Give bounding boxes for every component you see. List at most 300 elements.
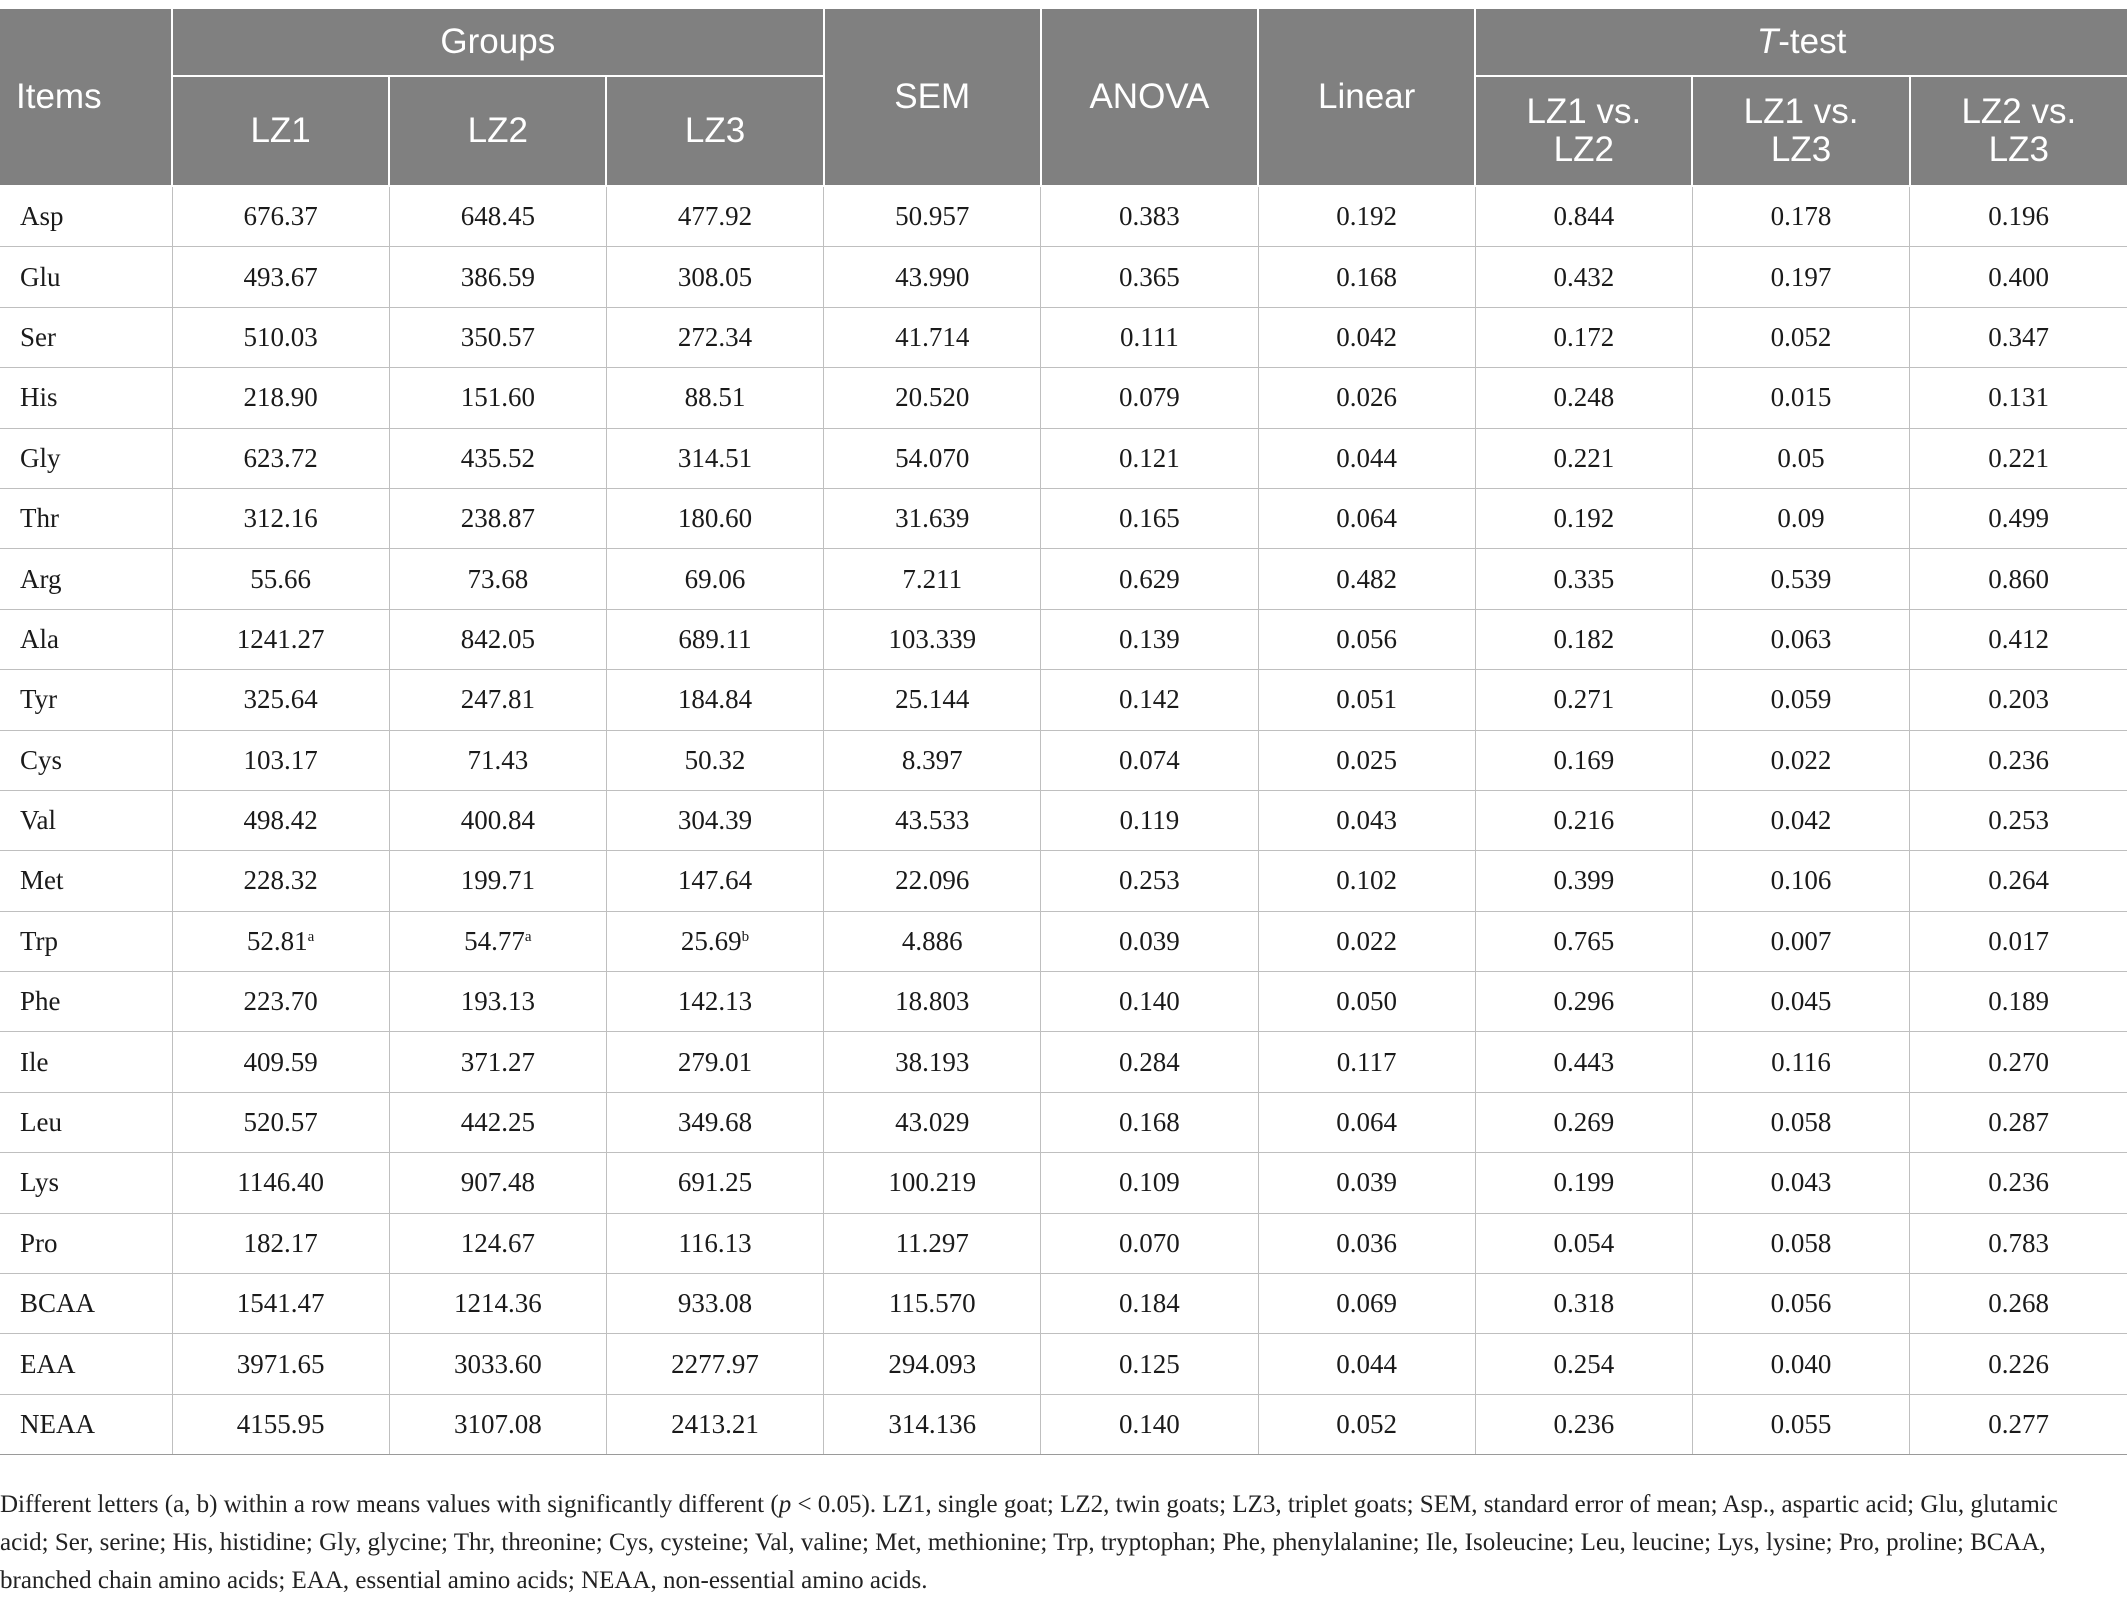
cell-item: Lys — [0, 1153, 172, 1213]
cell-value: 11.297 — [895, 1227, 969, 1258]
cell-value: 0.058 — [1770, 1227, 1832, 1258]
significance-letter: b — [741, 928, 750, 945]
cell-linear — [1258, 186, 1475, 247]
cell-item: Thr — [0, 488, 172, 548]
cell-t23 — [1910, 1092, 2127, 1152]
cell-value: 41.714 — [895, 321, 970, 352]
cell-lz3 — [606, 549, 823, 609]
cell-value: 442.25 — [460, 1107, 535, 1138]
cell-t13 — [1692, 1092, 1909, 1152]
cell-value: 0.264 — [1988, 865, 2049, 896]
cell-value: 1214.36 — [453, 1288, 542, 1319]
cell-t12 — [1475, 609, 1692, 669]
cell-value: 272.34 — [677, 321, 753, 352]
cell-sem — [824, 670, 1041, 730]
cell-value: 0.192 — [1336, 201, 1397, 232]
cell-value: 0.178 — [1770, 201, 1832, 232]
cell-value: 0.140 — [1119, 986, 1180, 1017]
cell-value: 0.007 — [1770, 925, 1832, 956]
cell-t23 — [1910, 730, 2127, 790]
cell-value: 116.13 — [678, 1227, 752, 1258]
cell-value: 842.05 — [460, 623, 535, 654]
cell-value: 0.116 — [1771, 1046, 1831, 1077]
cell-value: 0.182 — [1553, 623, 1615, 654]
header-cmp3-line2: LZ3 — [1988, 130, 2049, 169]
cell-linear — [1258, 428, 1475, 488]
cell-sem — [824, 730, 1041, 790]
cell-linear — [1258, 790, 1475, 850]
table-row — [0, 670, 2127, 730]
cell-item: Trp — [0, 911, 172, 971]
cell-linear — [1258, 972, 1475, 1032]
cell-anova — [1041, 1274, 1258, 1334]
cell-value: 38.193 — [895, 1046, 970, 1077]
cell-value: 0.192 — [1553, 503, 1615, 534]
cell-value: 0.052 — [1770, 321, 1832, 352]
cell-sem — [824, 851, 1041, 911]
cell-value: 0.055 — [1770, 1409, 1832, 1439]
cell-item: Ala — [0, 609, 172, 669]
cell-sem — [824, 609, 1041, 669]
cell-t13 — [1692, 911, 1909, 971]
cell-value: 933.08 — [677, 1288, 753, 1319]
cell-value: 0.039 — [1336, 1167, 1397, 1198]
cell-t12 — [1475, 1032, 1692, 1092]
cell-linear — [1258, 247, 1475, 307]
cell-lz1 — [172, 1032, 389, 1092]
cell-sem — [824, 1153, 1041, 1213]
cell-t12 — [1475, 1334, 1692, 1394]
cell-value: 0.189 — [1988, 986, 2049, 1017]
cell-t13 — [1692, 1032, 1909, 1092]
cell-anova — [1041, 186, 1258, 247]
cell-lz3 — [606, 247, 823, 307]
table-row — [0, 851, 2127, 911]
cell-value: 350.57 — [460, 321, 535, 352]
cell-sem — [824, 549, 1041, 609]
cell-value: 0.765 — [1553, 925, 1615, 956]
cell-value: 0.039 — [1119, 925, 1180, 956]
cell-value: 0.117 — [1336, 1046, 1397, 1077]
cell-value: 409.59 — [243, 1046, 318, 1077]
cell-t13 — [1692, 730, 1909, 790]
cell-linear — [1258, 307, 1475, 367]
cell-value: 0.347 — [1988, 321, 2049, 352]
cell-t12 — [1475, 851, 1692, 911]
cell-value: 0.287 — [1988, 1107, 2049, 1138]
cell-sem — [824, 911, 1041, 971]
cell-t23 — [1910, 1334, 2127, 1394]
cell-value: 510.03 — [243, 321, 318, 352]
cell-value: 199.71 — [460, 865, 535, 896]
cell-value: 0.064 — [1336, 503, 1397, 534]
cell-sem — [824, 1032, 1041, 1092]
table-row — [0, 1092, 2127, 1152]
cell-t23 — [1910, 1274, 2127, 1334]
cell-anova — [1041, 1334, 1258, 1394]
cell-value: 43.990 — [895, 261, 970, 292]
cell-t23 — [1910, 609, 2127, 669]
cell-value: 349.68 — [677, 1107, 753, 1138]
cell-lz1 — [172, 307, 389, 367]
cell-value: 0.335 — [1553, 563, 1615, 594]
table-row — [0, 911, 2127, 971]
cell-value: 0.058 — [1770, 1107, 1832, 1138]
cell-linear — [1258, 1092, 1475, 1152]
cell-lz2 — [389, 1334, 606, 1394]
cell-t23 — [1910, 851, 2127, 911]
cell-value: 1241.27 — [236, 623, 325, 654]
table-row — [0, 1153, 2127, 1213]
cell-lz3 — [606, 911, 823, 971]
cell-value: 25.69 — [680, 925, 742, 956]
cell-value: 0.017 — [1988, 925, 2049, 956]
cell-t12 — [1475, 549, 1692, 609]
cell-value: 0.400 — [1988, 261, 2049, 292]
table-row — [0, 1394, 2127, 1454]
cell-anova — [1041, 368, 1258, 428]
cell-sem — [824, 1394, 1041, 1454]
cell-lz2 — [389, 1032, 606, 1092]
cell-value: 18.803 — [895, 986, 970, 1017]
cell-t13 — [1692, 1213, 1909, 1273]
cell-t12 — [1475, 790, 1692, 850]
cell-anova — [1041, 1213, 1258, 1273]
cell-item: Val — [0, 790, 172, 850]
cell-t12 — [1475, 247, 1692, 307]
cell-anova — [1041, 307, 1258, 367]
cell-item: Asp — [0, 186, 172, 247]
cell-lz2 — [389, 670, 606, 730]
cell-value: 0.106 — [1770, 865, 1832, 896]
cell-sem — [824, 488, 1041, 548]
cell-value: 0.172 — [1553, 321, 1615, 352]
table-row — [0, 609, 2127, 669]
cell-linear — [1258, 1032, 1475, 1092]
cell-value: 25.144 — [895, 684, 970, 715]
cell-value: 180.60 — [677, 503, 753, 534]
cell-value: 400.84 — [460, 805, 535, 836]
cell-value: 31.639 — [895, 503, 970, 534]
header-lz2-vs-lz3 — [1910, 76, 2127, 186]
cell-lz1 — [172, 1092, 389, 1152]
cell-anova — [1041, 1394, 1258, 1454]
cell-value: 0.051 — [1336, 684, 1397, 715]
cell-linear — [1258, 368, 1475, 428]
significance-letter: a — [307, 928, 315, 945]
cell-value: 435.52 — [460, 442, 535, 473]
cell-value: 0.399 — [1553, 865, 1615, 896]
cell-value: 0.025 — [1336, 744, 1397, 775]
cell-t13 — [1692, 186, 1909, 247]
cell-value: 0.069 — [1336, 1288, 1397, 1319]
cell-t23 — [1910, 549, 2127, 609]
cell-value: 0.432 — [1553, 261, 1615, 292]
cell-t12 — [1475, 368, 1692, 428]
cell-linear — [1258, 911, 1475, 971]
cell-value: 247.81 — [460, 684, 535, 715]
cell-value: 0.482 — [1336, 563, 1397, 594]
cell-value: 88.51 — [684, 382, 746, 413]
cell-lz3 — [606, 670, 823, 730]
table-row — [0, 790, 2127, 850]
cell-value: 43.533 — [895, 805, 970, 836]
cell-lz2 — [389, 368, 606, 428]
cell-value: 0.365 — [1119, 261, 1180, 292]
cell-value: 20.520 — [895, 382, 970, 413]
cell-lz1 — [172, 1213, 389, 1273]
cell-anova — [1041, 670, 1258, 730]
cell-lz2 — [389, 488, 606, 548]
cell-t12 — [1475, 307, 1692, 367]
cell-value: 0.844 — [1553, 201, 1615, 232]
cell-t12 — [1475, 488, 1692, 548]
cell-anova — [1041, 911, 1258, 971]
cell-anova — [1041, 247, 1258, 307]
cell-linear — [1258, 1334, 1475, 1394]
cell-value: 0.074 — [1119, 744, 1180, 775]
cell-lz1 — [172, 911, 389, 971]
cell-lz1 — [172, 488, 389, 548]
cell-value: 124.67 — [460, 1227, 535, 1258]
cell-value: 103.339 — [888, 623, 977, 654]
cell-lz1 — [172, 428, 389, 488]
cell-lz2 — [389, 247, 606, 307]
header-ttest — [1475, 9, 2127, 76]
cell-anova — [1041, 851, 1258, 911]
cell-value: 1541.47 — [236, 1288, 325, 1319]
cell-value: 2277.97 — [671, 1348, 759, 1379]
cell-lz1 — [172, 670, 389, 730]
cell-value: 308.05 — [677, 261, 753, 292]
cell-lz2 — [389, 790, 606, 850]
cell-item: Ser — [0, 307, 172, 367]
cell-value: 54.77 — [464, 925, 525, 956]
cell-item: Pro — [0, 1213, 172, 1273]
cell-value: 50.957 — [895, 201, 970, 232]
amino-acid-table-container — [0, 9, 2127, 1455]
cell-value: 0.253 — [1119, 865, 1180, 896]
cell-sem — [824, 1092, 1041, 1152]
cell-value: 218.90 — [243, 382, 318, 413]
cell-t13 — [1692, 428, 1909, 488]
table-row — [0, 1213, 2127, 1273]
cell-value: 0.125 — [1119, 1348, 1180, 1379]
cell-t13 — [1692, 1153, 1909, 1213]
cell-t23 — [1910, 790, 2127, 850]
cell-value: 0.040 — [1770, 1348, 1832, 1379]
cell-t12 — [1475, 972, 1692, 1032]
cell-value: 0.022 — [1336, 925, 1397, 956]
cell-value: 0.044 — [1336, 1348, 1397, 1379]
cell-value: 0.269 — [1553, 1107, 1615, 1138]
cell-t13 — [1692, 851, 1909, 911]
cell-lz1 — [172, 549, 389, 609]
cell-lz3 — [606, 609, 823, 669]
header-cmp2-line1: LZ1 vs. — [1743, 92, 1859, 131]
cell-lz3 — [606, 851, 823, 911]
cell-value: 0.045 — [1770, 986, 1832, 1017]
cell-value: 3971.65 — [236, 1348, 325, 1379]
cell-anova — [1041, 730, 1258, 790]
cell-t12 — [1475, 730, 1692, 790]
cell-lz3 — [606, 488, 823, 548]
cell-value: 0.271 — [1553, 684, 1615, 715]
cell-value: 103.17 — [243, 744, 318, 775]
cell-item: BCAA — [0, 1274, 172, 1334]
cell-value: 0.102 — [1336, 865, 1397, 896]
header-cmp3-line1: LZ2 vs. — [1961, 92, 2077, 131]
cell-t12 — [1475, 1394, 1692, 1454]
cell-item: Gly — [0, 428, 172, 488]
cell-value: 314.51 — [677, 442, 753, 473]
cell-value: 0.197 — [1770, 261, 1832, 292]
cell-t13 — [1692, 368, 1909, 428]
cell-lz2 — [389, 307, 606, 367]
cell-sem — [824, 1213, 1041, 1273]
cell-item: Arg — [0, 549, 172, 609]
cell-value: 0.052 — [1336, 1409, 1397, 1439]
cell-value: 325.64 — [243, 684, 318, 715]
cell-value: 907.48 — [460, 1167, 535, 1198]
cell-value: 0.248 — [1553, 382, 1615, 413]
cell-value: 689.11 — [678, 623, 752, 654]
cell-lz1 — [172, 1153, 389, 1213]
table-row — [0, 549, 2127, 609]
cell-lz1 — [172, 851, 389, 911]
cell-anova — [1041, 1153, 1258, 1213]
cell-lz3 — [606, 1213, 823, 1273]
cell-lz1 — [172, 730, 389, 790]
cell-lz1 — [172, 609, 389, 669]
cell-value: 228.32 — [243, 865, 318, 896]
cell-lz2 — [389, 1092, 606, 1152]
table-row — [0, 1274, 2127, 1334]
cell-anova — [1041, 1032, 1258, 1092]
cell-lz2 — [389, 1274, 606, 1334]
cell-linear — [1258, 730, 1475, 790]
cell-value: 0.221 — [1988, 442, 2049, 473]
cell-value: 0.070 — [1119, 1227, 1180, 1258]
cell-value: 0.165 — [1119, 503, 1180, 534]
cell-lz3 — [606, 1274, 823, 1334]
cell-linear — [1258, 488, 1475, 548]
cell-value: 0.056 — [1770, 1288, 1832, 1319]
cell-t23 — [1910, 972, 2127, 1032]
cell-value: 294.093 — [888, 1348, 977, 1379]
table-footnote — [0, 1486, 2110, 1600]
cell-value: 184.84 — [677, 684, 753, 715]
cell-value: 623.72 — [243, 442, 318, 473]
cell-t12 — [1475, 1092, 1692, 1152]
cell-value: 0.050 — [1336, 986, 1397, 1017]
cell-value: 386.59 — [460, 261, 535, 292]
header-cmp2-line2: LZ3 — [1770, 130, 1832, 169]
cell-anova — [1041, 609, 1258, 669]
cell-lz3 — [606, 730, 823, 790]
cell-lz3 — [606, 790, 823, 850]
cell-value: 648.45 — [460, 201, 535, 232]
table-row — [0, 488, 2127, 548]
cell-value: 0.860 — [1988, 563, 2049, 594]
cell-linear — [1258, 549, 1475, 609]
header-groups: Groups — [172, 9, 824, 76]
header-lz1-vs-lz2 — [1475, 76, 1692, 186]
cell-t13 — [1692, 1334, 1909, 1394]
cell-t13 — [1692, 1394, 1909, 1454]
cell-item: Leu — [0, 1092, 172, 1152]
cell-value: 0.254 — [1553, 1348, 1615, 1379]
cell-linear — [1258, 1153, 1475, 1213]
cell-value: 52.81 — [246, 925, 308, 956]
header-linear: Linear — [1258, 9, 1475, 186]
header-lz3: LZ3 — [606, 76, 823, 186]
cell-value: 0.412 — [1988, 623, 2049, 654]
cell-value: 0.119 — [1119, 805, 1180, 836]
cell-sem — [824, 428, 1041, 488]
header-anova: ANOVA — [1041, 9, 1258, 186]
cell-lz2 — [389, 851, 606, 911]
cell-t23 — [1910, 911, 2127, 971]
header-sem: SEM — [824, 9, 1041, 186]
header-lz2: LZ2 — [389, 76, 606, 186]
cell-anova — [1041, 790, 1258, 850]
cell-t13 — [1692, 549, 1909, 609]
cell-value: 0.443 — [1553, 1046, 1615, 1077]
table-header — [0, 9, 2127, 186]
cell-value: 0.196 — [1988, 201, 2049, 232]
cell-item: His — [0, 368, 172, 428]
header-lz1-vs-lz3 — [1692, 76, 1909, 186]
cell-value: 0.270 — [1988, 1046, 2049, 1077]
cell-value: 498.42 — [243, 805, 318, 836]
cell-value: 43.029 — [895, 1107, 970, 1138]
cell-lz2 — [389, 911, 606, 971]
table-row — [0, 1032, 2127, 1092]
cell-value: 0.221 — [1553, 442, 1615, 473]
cell-value: 0.383 — [1119, 201, 1180, 232]
cell-value: 0.184 — [1119, 1288, 1180, 1319]
cell-value: 0.026 — [1336, 382, 1397, 413]
cell-value: 50.32 — [684, 744, 746, 775]
cell-value: 0.056 — [1336, 623, 1397, 654]
cell-value: 0.111 — [1120, 321, 1179, 352]
cell-lz3 — [606, 1092, 823, 1152]
cell-value: 69.06 — [684, 563, 746, 594]
cell-value: 0.036 — [1336, 1227, 1397, 1258]
cell-value: 115.570 — [888, 1288, 976, 1319]
cell-lz2 — [389, 1213, 606, 1273]
cell-lz2 — [389, 549, 606, 609]
cell-lz1 — [172, 790, 389, 850]
cell-value: 691.25 — [677, 1167, 753, 1198]
cell-value: 0.044 — [1336, 442, 1397, 473]
cell-value: 0.203 — [1988, 684, 2049, 715]
cell-item: Glu — [0, 247, 172, 307]
cell-lz3 — [606, 1032, 823, 1092]
cell-value: 100.219 — [888, 1167, 977, 1198]
cell-t23 — [1910, 1153, 2127, 1213]
cell-item: Phe — [0, 972, 172, 1032]
table-row — [0, 730, 2127, 790]
cell-t23 — [1910, 368, 2127, 428]
cell-lz3 — [606, 972, 823, 1032]
cell-value: 3033.60 — [453, 1348, 542, 1379]
cell-value: 0.783 — [1988, 1227, 2049, 1258]
cell-value: 371.27 — [460, 1046, 535, 1077]
cell-value: 0.121 — [1119, 442, 1180, 473]
table-row — [0, 428, 2127, 488]
